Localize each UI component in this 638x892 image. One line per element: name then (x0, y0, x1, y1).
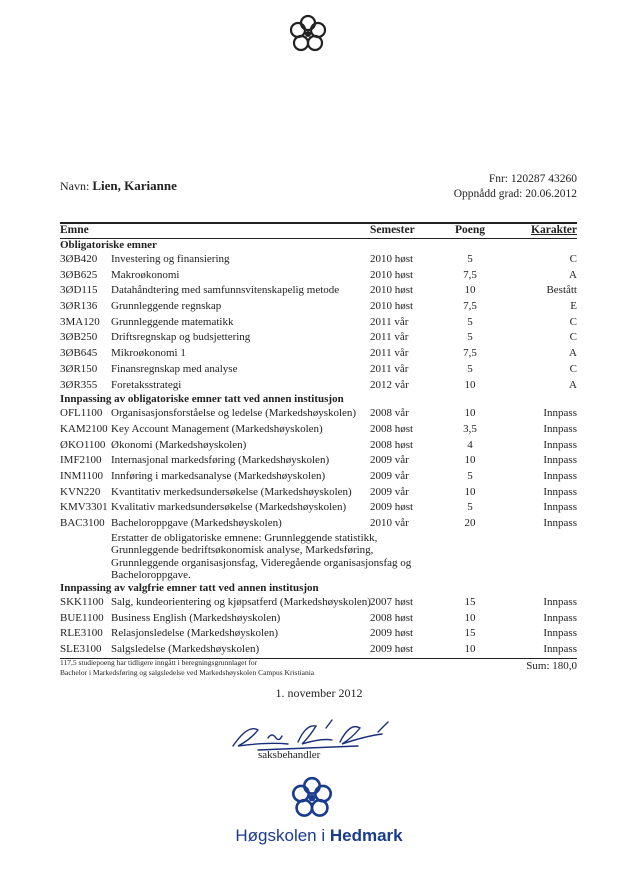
course-code: KVN220 (60, 485, 101, 498)
course-name: Bacheloroppgave (Markedshøyskolen) (111, 517, 282, 529)
course-karakter: Innpass (543, 611, 577, 624)
course-karakter: C (569, 315, 577, 328)
course-poeng: 4 (467, 438, 473, 451)
course-poeng: 10 (464, 407, 476, 420)
course-poeng: 10 (464, 611, 476, 624)
course-karakter: Innpass (543, 501, 577, 514)
course-code: INM1100 (60, 469, 103, 482)
course-code: ØKO1100 (60, 438, 106, 451)
hedmark-logo-icon (288, 14, 328, 54)
replacement-note (111, 532, 577, 582)
table-row (60, 516, 577, 532)
course-name: Internasjonal markedsføring (Markedshøyskolen) (111, 454, 330, 467)
course-semester: 2009 høst (370, 501, 414, 514)
course-karakter: Innpass (543, 469, 577, 482)
course-karakter: C (569, 253, 577, 265)
course-poeng: 5 (467, 362, 473, 375)
course-poeng: 5 (467, 469, 473, 482)
course-semester: 2011 vår (370, 347, 409, 360)
section-title: Innpassing av obligatoriske emner tatt ved annen institusjon (60, 393, 344, 406)
course-name: Organisasjonsforståelse og ledelse (Markedshøyskolen) (111, 407, 357, 420)
course-code: IMF2100 (60, 454, 102, 467)
course-karakter: A (569, 347, 577, 360)
student-name-line (60, 178, 177, 194)
course-poeng: 10 (464, 643, 476, 656)
table-row (60, 453, 577, 469)
table-row (60, 422, 577, 438)
section-title: Obligatoriske emner (60, 239, 157, 251)
course-name: Kvalitativ markedsundersøkelse (Markedshøyskolen) (111, 501, 347, 514)
table-row (60, 299, 577, 315)
course-semester: 2008 høst (370, 438, 414, 451)
course-name: Salgsledelse (Markedshøyskolen) (111, 643, 260, 656)
course-semester: 2008 vår (370, 407, 409, 420)
course-name: Økonomi (Markedshøyskolen) (111, 438, 247, 451)
course-karakter: C (569, 331, 577, 344)
course-name: Kvantitativ merkedsundersøkelse (Markedshøyskolen) (111, 485, 352, 498)
course-semester: 2011 vår (370, 331, 409, 344)
course-karakter: Innpass (543, 407, 577, 420)
name-label: Navn: (60, 179, 90, 193)
course-semester: 2008 høst (370, 422, 414, 435)
course-name: Foretaksstrategi (111, 378, 182, 391)
table-row (60, 252, 577, 268)
course-code: KMV3301 (60, 501, 108, 514)
course-name: Key Account Management (Markedshøyskolen) (111, 422, 323, 435)
course-poeng: 15 (464, 596, 476, 609)
table-row (60, 500, 577, 516)
course-karakter: Innpass (543, 643, 577, 656)
course-semester: 2010 høst (370, 253, 414, 265)
course-poeng: 5 (467, 331, 473, 344)
course-poeng: 5 (467, 253, 473, 265)
table-row (60, 611, 577, 627)
course-semester: 2012 vår (370, 378, 409, 391)
table-row (60, 485, 577, 501)
institution-name (0, 826, 638, 846)
table-row (60, 346, 577, 362)
course-name: Driftsregnskap og budsjettering (111, 331, 251, 344)
course-poeng: 7,5 (463, 347, 477, 360)
course-code: 3ØD115 (60, 284, 98, 297)
table-row (60, 362, 577, 378)
fnr-text: Fnr: 120287 43260 (488, 173, 577, 185)
course-name: Finansregnskap med analyse (111, 362, 238, 375)
course-code: 3ØR355 (60, 378, 98, 391)
header-semester: Semester (370, 224, 415, 236)
degree-date: Oppnådd grad: 20.06.2012 (453, 188, 577, 200)
table-header (60, 222, 577, 239)
sum-total: Sum: 180,0 (526, 659, 577, 672)
footnote-line: 117,5 studiepoeng har tidligere inngått i beregningsgrunnlaget for (60, 658, 258, 667)
course-poeng: 10 (464, 454, 476, 467)
course-semester: 2010 vår (370, 517, 409, 529)
course-poeng: 10 (464, 485, 476, 498)
course-code: 3ØB420 (60, 253, 98, 265)
course-code: SKK1100 (60, 596, 104, 609)
course-name: Business English (Markedshøyskolen) (111, 611, 281, 624)
course-semester: 2007 høst (370, 596, 414, 609)
course-code: 3ØR150 (60, 362, 98, 375)
course-semester: 2011 vår (370, 362, 409, 375)
course-name: Innføring i markedsanalyse (Markedshøyskolen) (111, 469, 326, 482)
course-code: BUE1100 (60, 611, 104, 624)
course-poeng: 20 (464, 517, 476, 529)
course-karakter: Innpass (543, 422, 577, 435)
course-semester: 2009 vår (370, 469, 409, 482)
header-karakter: Karakter (531, 224, 577, 236)
course-semester: 2009 vår (370, 454, 409, 467)
course-poeng: 5 (467, 501, 473, 514)
course-karakter: A (569, 268, 577, 281)
course-semester: 2011 vår (370, 315, 409, 328)
note-line: Erstatter de obligatoriske emnene: Grunnleggende statistikk, (111, 531, 378, 544)
course-poeng: 7,5 (463, 300, 477, 313)
table-row (60, 315, 577, 331)
course-name: Salg, kundeorientering og kjøpsatferd (Markedshøyskolen) (111, 596, 371, 609)
table-row (60, 438, 577, 454)
student-id-block (454, 172, 577, 202)
footnote-line: Bachelor i Markedsføring og salgsledelse ved Markedshøyskolen Campus Kristiania (60, 668, 315, 677)
note-line: Grunnleggende organisasjonsfag, Videregående organisasjonsfag og (111, 556, 412, 569)
course-code: 3ØB625 (60, 268, 98, 281)
course-name: Grunnleggende regnskap (111, 300, 222, 313)
course-karakter: C (569, 362, 577, 375)
hedmark-logo-icon (290, 776, 334, 820)
course-semester: 2009 høst (370, 627, 414, 640)
course-karakter: Innpass (543, 596, 577, 609)
table-row (60, 283, 577, 299)
course-table (60, 222, 577, 673)
header-emne: Emne (60, 224, 89, 236)
course-poeng: 15 (464, 627, 476, 640)
course-karakter: Innpass (543, 517, 577, 529)
issue-date: 1. november 2012 (275, 686, 363, 700)
course-semester: 2010 høst (370, 300, 414, 313)
table-row (60, 406, 577, 422)
table-row (60, 469, 577, 485)
course-poeng: 7,5 (463, 268, 477, 281)
course-code: 3MA120 (60, 315, 100, 328)
header-poeng: Poeng (454, 224, 486, 236)
course-karakter: Innpass (543, 454, 577, 467)
course-name: Grunnleggende matematikk (111, 315, 234, 328)
course-semester: 2009 vår (370, 485, 409, 498)
course-karakter: Innpass (543, 438, 577, 451)
footnote (60, 658, 314, 678)
course-karakter: Innpass (543, 627, 577, 640)
course-code: OFL1100 (60, 407, 103, 420)
course-code: 3ØB250 (60, 331, 98, 344)
course-karakter: A (569, 378, 577, 391)
course-karakter: Innpass (543, 485, 577, 498)
course-name: Investering og finansiering (111, 253, 230, 265)
note-line: Grunnleggende bedriftsøkonomisk analyse, Markedsføring, (111, 544, 374, 557)
course-karakter: Bestått (546, 284, 577, 297)
course-code: KAM2100 (60, 422, 108, 435)
table-row (60, 626, 577, 642)
note-line: Bacheloroppgave. (111, 569, 191, 582)
course-name: Mikroøkonomi 1 (111, 347, 186, 360)
institution-name-part1: Høgskolen i (235, 826, 330, 845)
course-name: Datahåndtering med samfunnsvitenskapelig metode (111, 284, 340, 297)
course-karakter: E (570, 300, 577, 313)
student-name: Lien, Karianne (92, 178, 177, 193)
course-poeng: 5 (467, 315, 473, 328)
course-name: Makroøkonomi (111, 268, 180, 281)
course-code: 3ØR136 (60, 300, 98, 313)
course-semester: 2010 høst (370, 284, 414, 297)
course-poeng: 3,5 (463, 422, 477, 435)
course-code: SLE3100 (60, 643, 102, 656)
institution-name-part2: Hedmark (329, 826, 403, 845)
course-code: RLE3100 (60, 627, 103, 640)
table-row (60, 330, 577, 346)
course-semester: 2010 høst (370, 268, 414, 281)
course-code: BAC3100 (60, 517, 105, 529)
signer-label: saksbehandler (258, 749, 321, 761)
course-code: 3ØB645 (60, 347, 98, 360)
course-name: Relasjonsledelse (Markedshøyskolen) (111, 627, 279, 640)
course-poeng: 10 (464, 378, 476, 391)
table-row (60, 595, 577, 611)
table-row (60, 268, 577, 284)
table-row (60, 378, 577, 394)
course-poeng: 10 (464, 284, 476, 297)
course-semester: 2009 høst (370, 643, 414, 656)
course-semester: 2008 høst (370, 611, 414, 624)
table-row (60, 642, 577, 658)
student-header (60, 170, 577, 210)
section-title: Innpassing av valgfrie emner tatt ved annen institusjon (60, 582, 319, 595)
